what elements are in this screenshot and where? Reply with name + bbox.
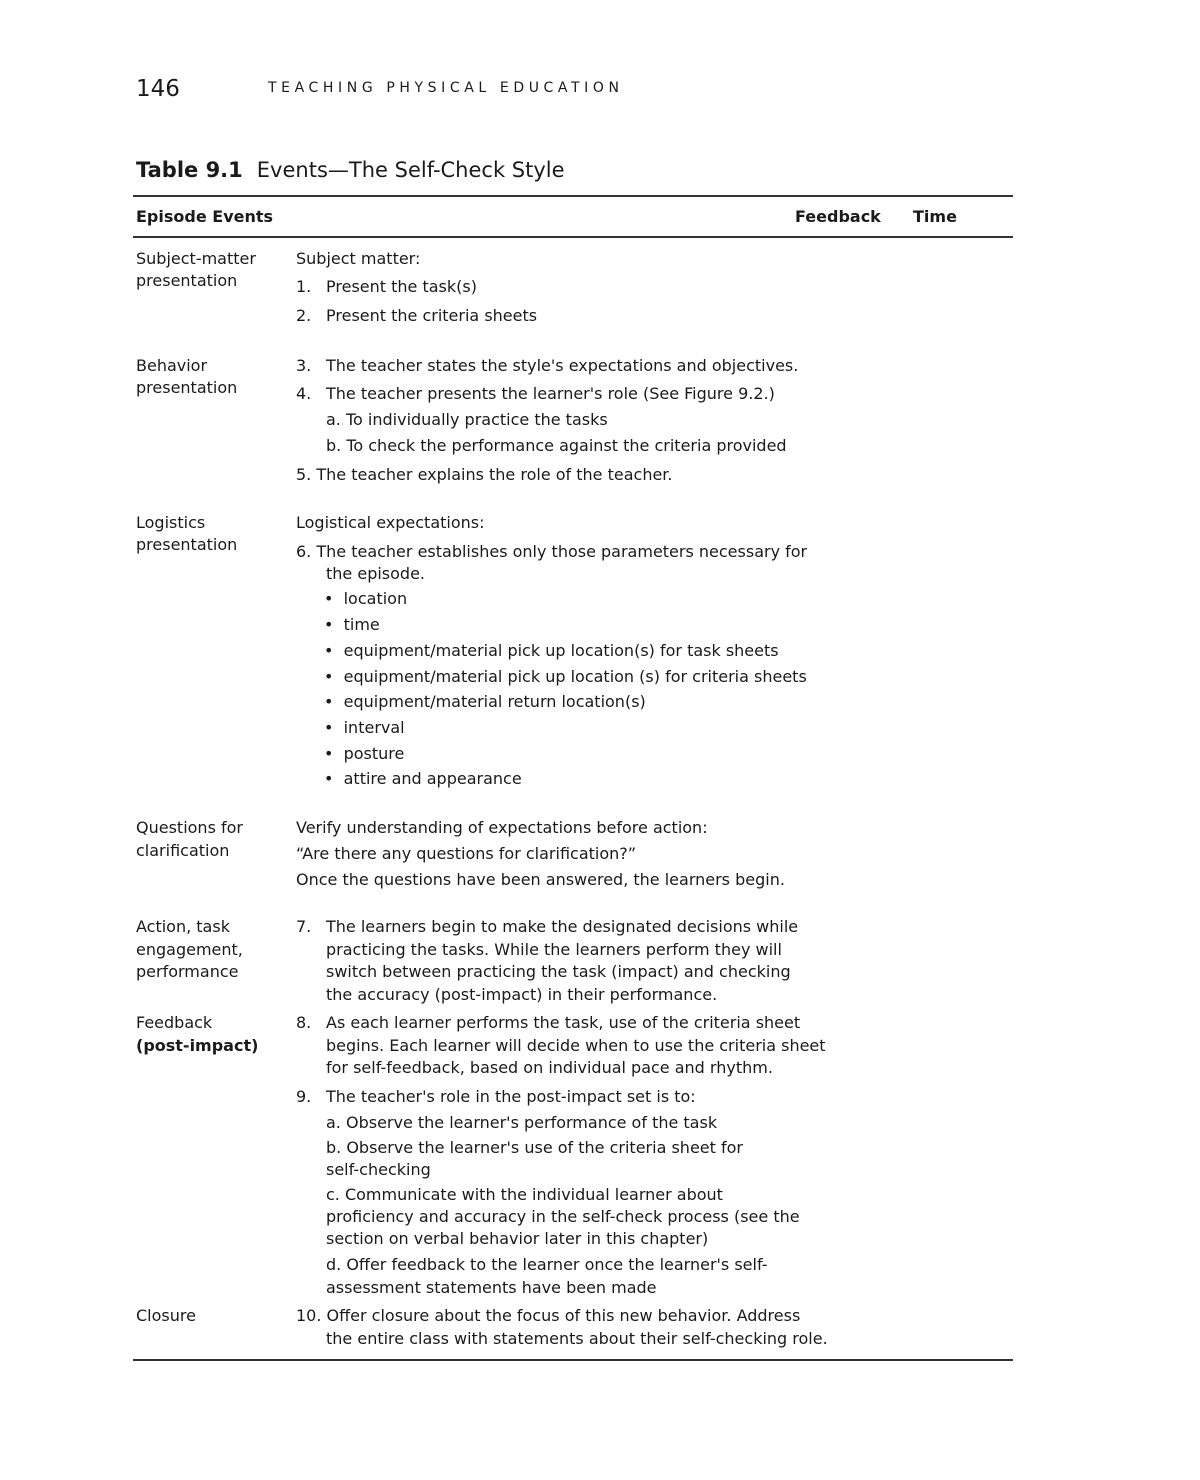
row-label: clarification: [136, 841, 230, 860]
list-item: 5. The teacher explains the role of the teacher.: [296, 465, 673, 484]
list-item: switch between practicing the task (impact) and checking: [326, 962, 791, 981]
bullet-icon: •: [324, 641, 334, 660]
bullet-item: • interval: [324, 718, 405, 737]
sub-item: b. To check the performance against the criteria provided: [326, 436, 787, 455]
sub-item: d. Offer feedback to the learner once the learner's self-: [326, 1255, 768, 1274]
row-label: Action, task: [136, 917, 230, 936]
list-item: the entire class with statements about their self-checking role.: [326, 1329, 828, 1348]
list-item: The learners begin to make the designated decisions while: [326, 917, 799, 936]
bullet-icon: •: [324, 615, 334, 634]
bullet-item: • attire and appearance: [324, 769, 522, 788]
list-item: The teacher's role in the post-impact set is to:: [326, 1087, 696, 1106]
row-intro: Subject matter:: [296, 249, 421, 268]
page-number: 146: [136, 76, 180, 102]
table-bottom-rule: [133, 1359, 1013, 1361]
table-header-rule: [133, 236, 1013, 238]
row-label: presentation: [136, 378, 238, 397]
row-label: presentation: [136, 535, 238, 554]
row-label: (post-impact): [136, 1036, 259, 1055]
sub-item: b. Observe the learner's use of the criteria sheet for: [326, 1138, 743, 1157]
item-number: 9.: [296, 1087, 312, 1106]
list-item: The teacher presents the learner's role (See Figure 9.2.): [326, 384, 775, 403]
row-intro: Logistical expectations:: [296, 513, 485, 532]
bullet-item: • equipment/material return location(s): [324, 692, 646, 711]
table-label: Table 9.1: [136, 158, 243, 182]
table-title: [136, 158, 565, 182]
sub-item: section on verbal behavior later in this chapter): [326, 1229, 709, 1248]
row-label: Feedback: [136, 1013, 213, 1032]
sub-item: c. Communicate with the individual learner about: [326, 1185, 723, 1204]
list-item: the episode.: [326, 564, 425, 583]
item-number: 3.: [296, 356, 312, 375]
sub-item: proficiency and accuracy in the self-check process (see the: [326, 1207, 800, 1226]
bullet-icon: •: [324, 589, 334, 608]
sub-item: assessment statements have been made: [326, 1278, 657, 1297]
list-item: Present the task(s): [326, 277, 477, 296]
row-label: Logistics: [136, 513, 206, 532]
item-number: 2.: [296, 306, 312, 325]
bullet-icon: •: [324, 769, 334, 788]
running-title: TEACHING PHYSICAL EDUCATION: [268, 80, 624, 96]
bullet-item: • equipment/material pick up location(s) for task sheets: [324, 641, 779, 660]
bullet-icon: •: [324, 718, 334, 737]
column-header-feedback: Feedback: [795, 207, 881, 226]
table-caption: Events—The Self-Check Style: [256, 158, 565, 182]
column-header-time: Time: [913, 207, 957, 226]
row-label: presentation: [136, 271, 238, 290]
list-item: As each learner performs the task, use of the criteria sheet: [326, 1013, 801, 1032]
bullet-item: • posture: [324, 744, 405, 763]
item-number: 1.: [296, 277, 312, 296]
table-top-rule: [133, 195, 1013, 197]
list-item: practicing the tasks. While the learners perform they will: [326, 940, 782, 959]
row-text: Verify understanding of expectations before action:: [296, 818, 708, 837]
column-header-episode-events: Episode Events: [136, 207, 274, 226]
row-label: Closure: [136, 1306, 196, 1325]
bullet-item: • time: [324, 615, 380, 634]
list-item: 6. The teacher establishes only those parameters necessary for: [296, 542, 808, 561]
list-item: for self-feedback, based on individual pace and rhythm.: [326, 1058, 773, 1077]
row-label: engagement,: [136, 940, 243, 959]
sub-item: a. To individually practice the tasks: [326, 410, 608, 429]
bullet-item: • equipment/material pick up location (s) for criteria sheets: [324, 667, 807, 686]
row-text: Once the questions have been answered, the learners begin.: [296, 870, 785, 889]
row-label: Subject-matter: [136, 249, 256, 268]
item-number: 7.: [296, 917, 312, 936]
bullet-icon: •: [324, 692, 334, 711]
list-item: begins. Each learner will decide when to use the criteria sheet: [326, 1036, 826, 1055]
row-label: Questions for: [136, 818, 243, 837]
row-label: Behavior: [136, 356, 208, 375]
list-item: the accuracy (post-impact) in their performance.: [326, 985, 718, 1004]
list-item: Present the criteria sheets: [326, 306, 538, 325]
bullet-icon: •: [324, 744, 334, 763]
row-label: performance: [136, 962, 239, 981]
bullet-icon: •: [324, 667, 334, 686]
sub-item: self-checking: [326, 1160, 431, 1179]
list-item: The teacher states the style's expectations and objectives.: [326, 356, 799, 375]
item-number: 8.: [296, 1013, 312, 1032]
sub-item: a. Observe the learner's performance of the task: [326, 1113, 718, 1132]
bullet-item: • location: [324, 589, 408, 608]
row-text: “Are there any questions for clarification?”: [296, 844, 637, 863]
item-number: 4.: [296, 384, 312, 403]
list-item: 10. Offer closure about the focus of this new behavior. Address: [296, 1306, 801, 1325]
